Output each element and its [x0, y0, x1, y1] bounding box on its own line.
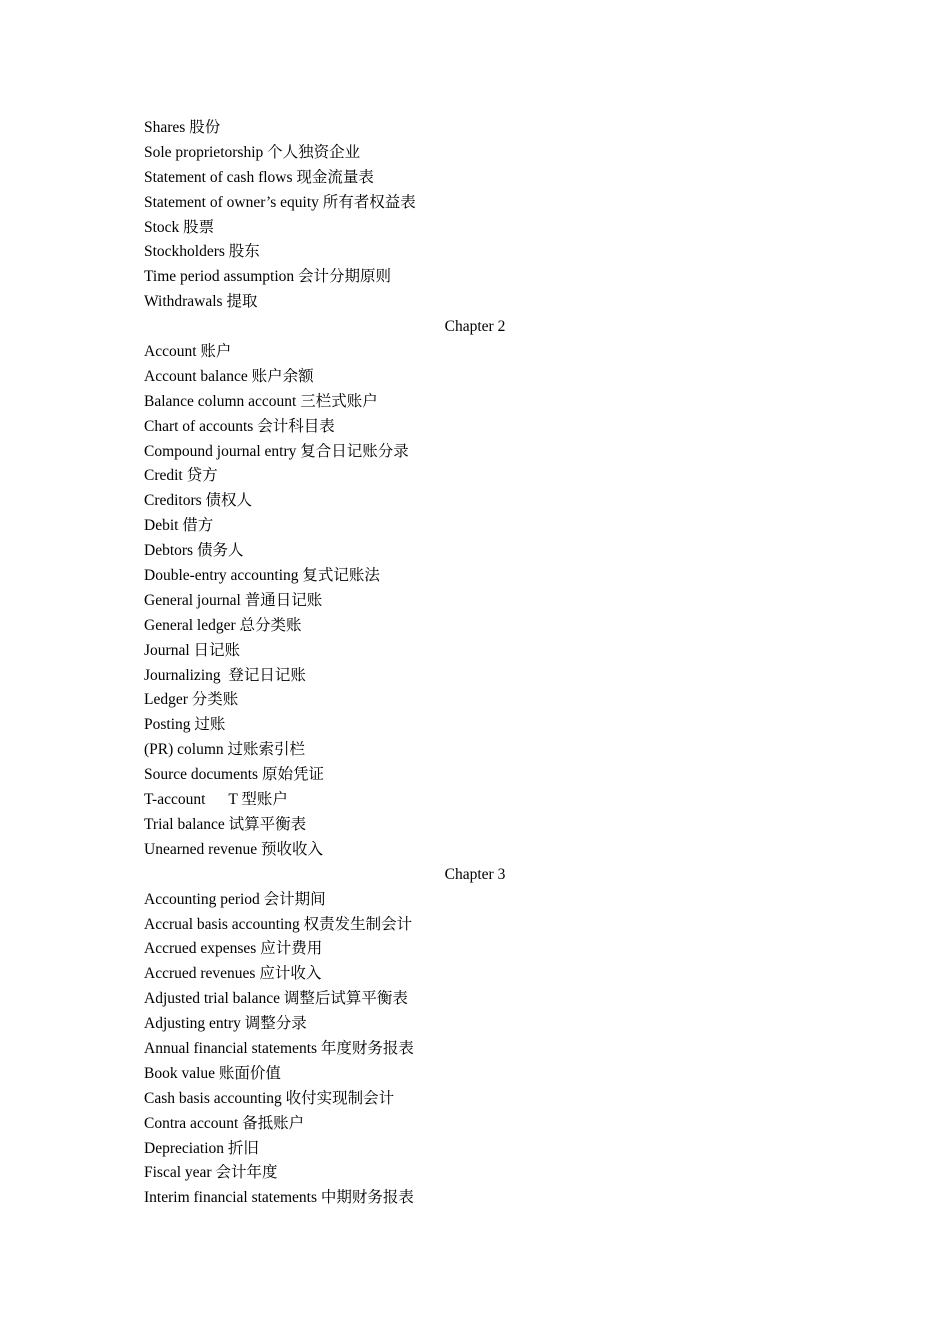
glossary-entry: T-account T 型账户: [144, 791, 288, 809]
chapter-heading: Chapter 3: [444, 865, 506, 883]
glossary-entry: Withdrawals 提取: [144, 293, 258, 311]
glossary-entry: Creditors 债权人: [144, 492, 253, 510]
glossary-entry: Fiscal year 会计年度: [144, 1164, 278, 1182]
glossary-list: [144, 116, 806, 1211]
glossary-entry: Shares 股份: [144, 119, 221, 136]
glossary-entry: Accrued expenses 应计费用: [144, 940, 323, 958]
glossary-entry: Adjusted trial balance 调整后试算平衡表: [144, 990, 408, 1008]
glossary-entry: Adjusting entry 调整分录: [144, 1015, 307, 1033]
glossary-entry: Book value 账面价值: [144, 1064, 281, 1082]
glossary-entry: Unearned revenue 预收收入: [144, 840, 324, 858]
glossary-entry: Balance column account 三栏式账户: [144, 392, 378, 410]
glossary-entry: Debtors 债务人: [144, 542, 244, 560]
glossary-entry: Chart of accounts 会计科目表: [144, 417, 335, 435]
glossary-entry: Account 账户: [144, 343, 232, 361]
glossary-entry: (PR) column 过账索引栏: [144, 741, 306, 759]
glossary-entry: Posting 过账: [144, 716, 226, 734]
chapter-heading: Chapter 2: [444, 318, 506, 336]
glossary-entry: Time period assumption 会计分期原则: [144, 268, 392, 286]
glossary-entry: Accrued revenues 应计收入: [144, 965, 322, 983]
glossary-entry: Interim financial statements 中期财务报表: [144, 1189, 414, 1207]
glossary-entry: Statement of owner’s equity 所有者权益表: [144, 193, 416, 211]
glossary-entry: Contra account 备抵账户: [144, 1114, 305, 1132]
glossary-entry: Depreciation 折旧: [144, 1139, 259, 1157]
glossary-entry: Annual financial statements 年度财务报表: [144, 1039, 414, 1057]
glossary-entry: Journalizing 登记日记账: [144, 666, 306, 684]
glossary-entry: Source documents 原始凭证: [144, 766, 324, 784]
glossary-entry: Stock 股票: [144, 218, 215, 236]
glossary-entry: Compound journal entry 复合日记账分录: [144, 442, 409, 460]
glossary-entry: Sole proprietorship 个人独资企业: [144, 143, 361, 161]
glossary-entry: Statement of cash flows 现金流量表: [144, 168, 374, 186]
glossary-entry: General ledger 总分类账: [144, 616, 302, 634]
glossary-entry: Account balance 账户余额: [144, 367, 314, 385]
glossary-entry: Credit 贷方: [144, 467, 218, 485]
glossary-entry: Debit 借方: [144, 517, 214, 535]
glossary-entry: Stockholders 股东: [144, 243, 260, 261]
glossary-entry: Journal 日记账: [144, 641, 241, 659]
glossary-entry: Accounting period 会计期间: [144, 890, 326, 908]
glossary-entry: Cash basis accounting 收付实现制会计: [144, 1089, 395, 1107]
glossary-entry: Double-entry accounting 复式记账法: [144, 567, 380, 585]
glossary-entry: Accrual basis accounting 权责发生制会计: [144, 915, 413, 933]
glossary-entry: Trial balance 试算平衡表: [144, 815, 307, 833]
glossary-entry: Ledger 分类账: [144, 691, 239, 709]
glossary-entry: General journal 普通日记账: [144, 591, 323, 609]
